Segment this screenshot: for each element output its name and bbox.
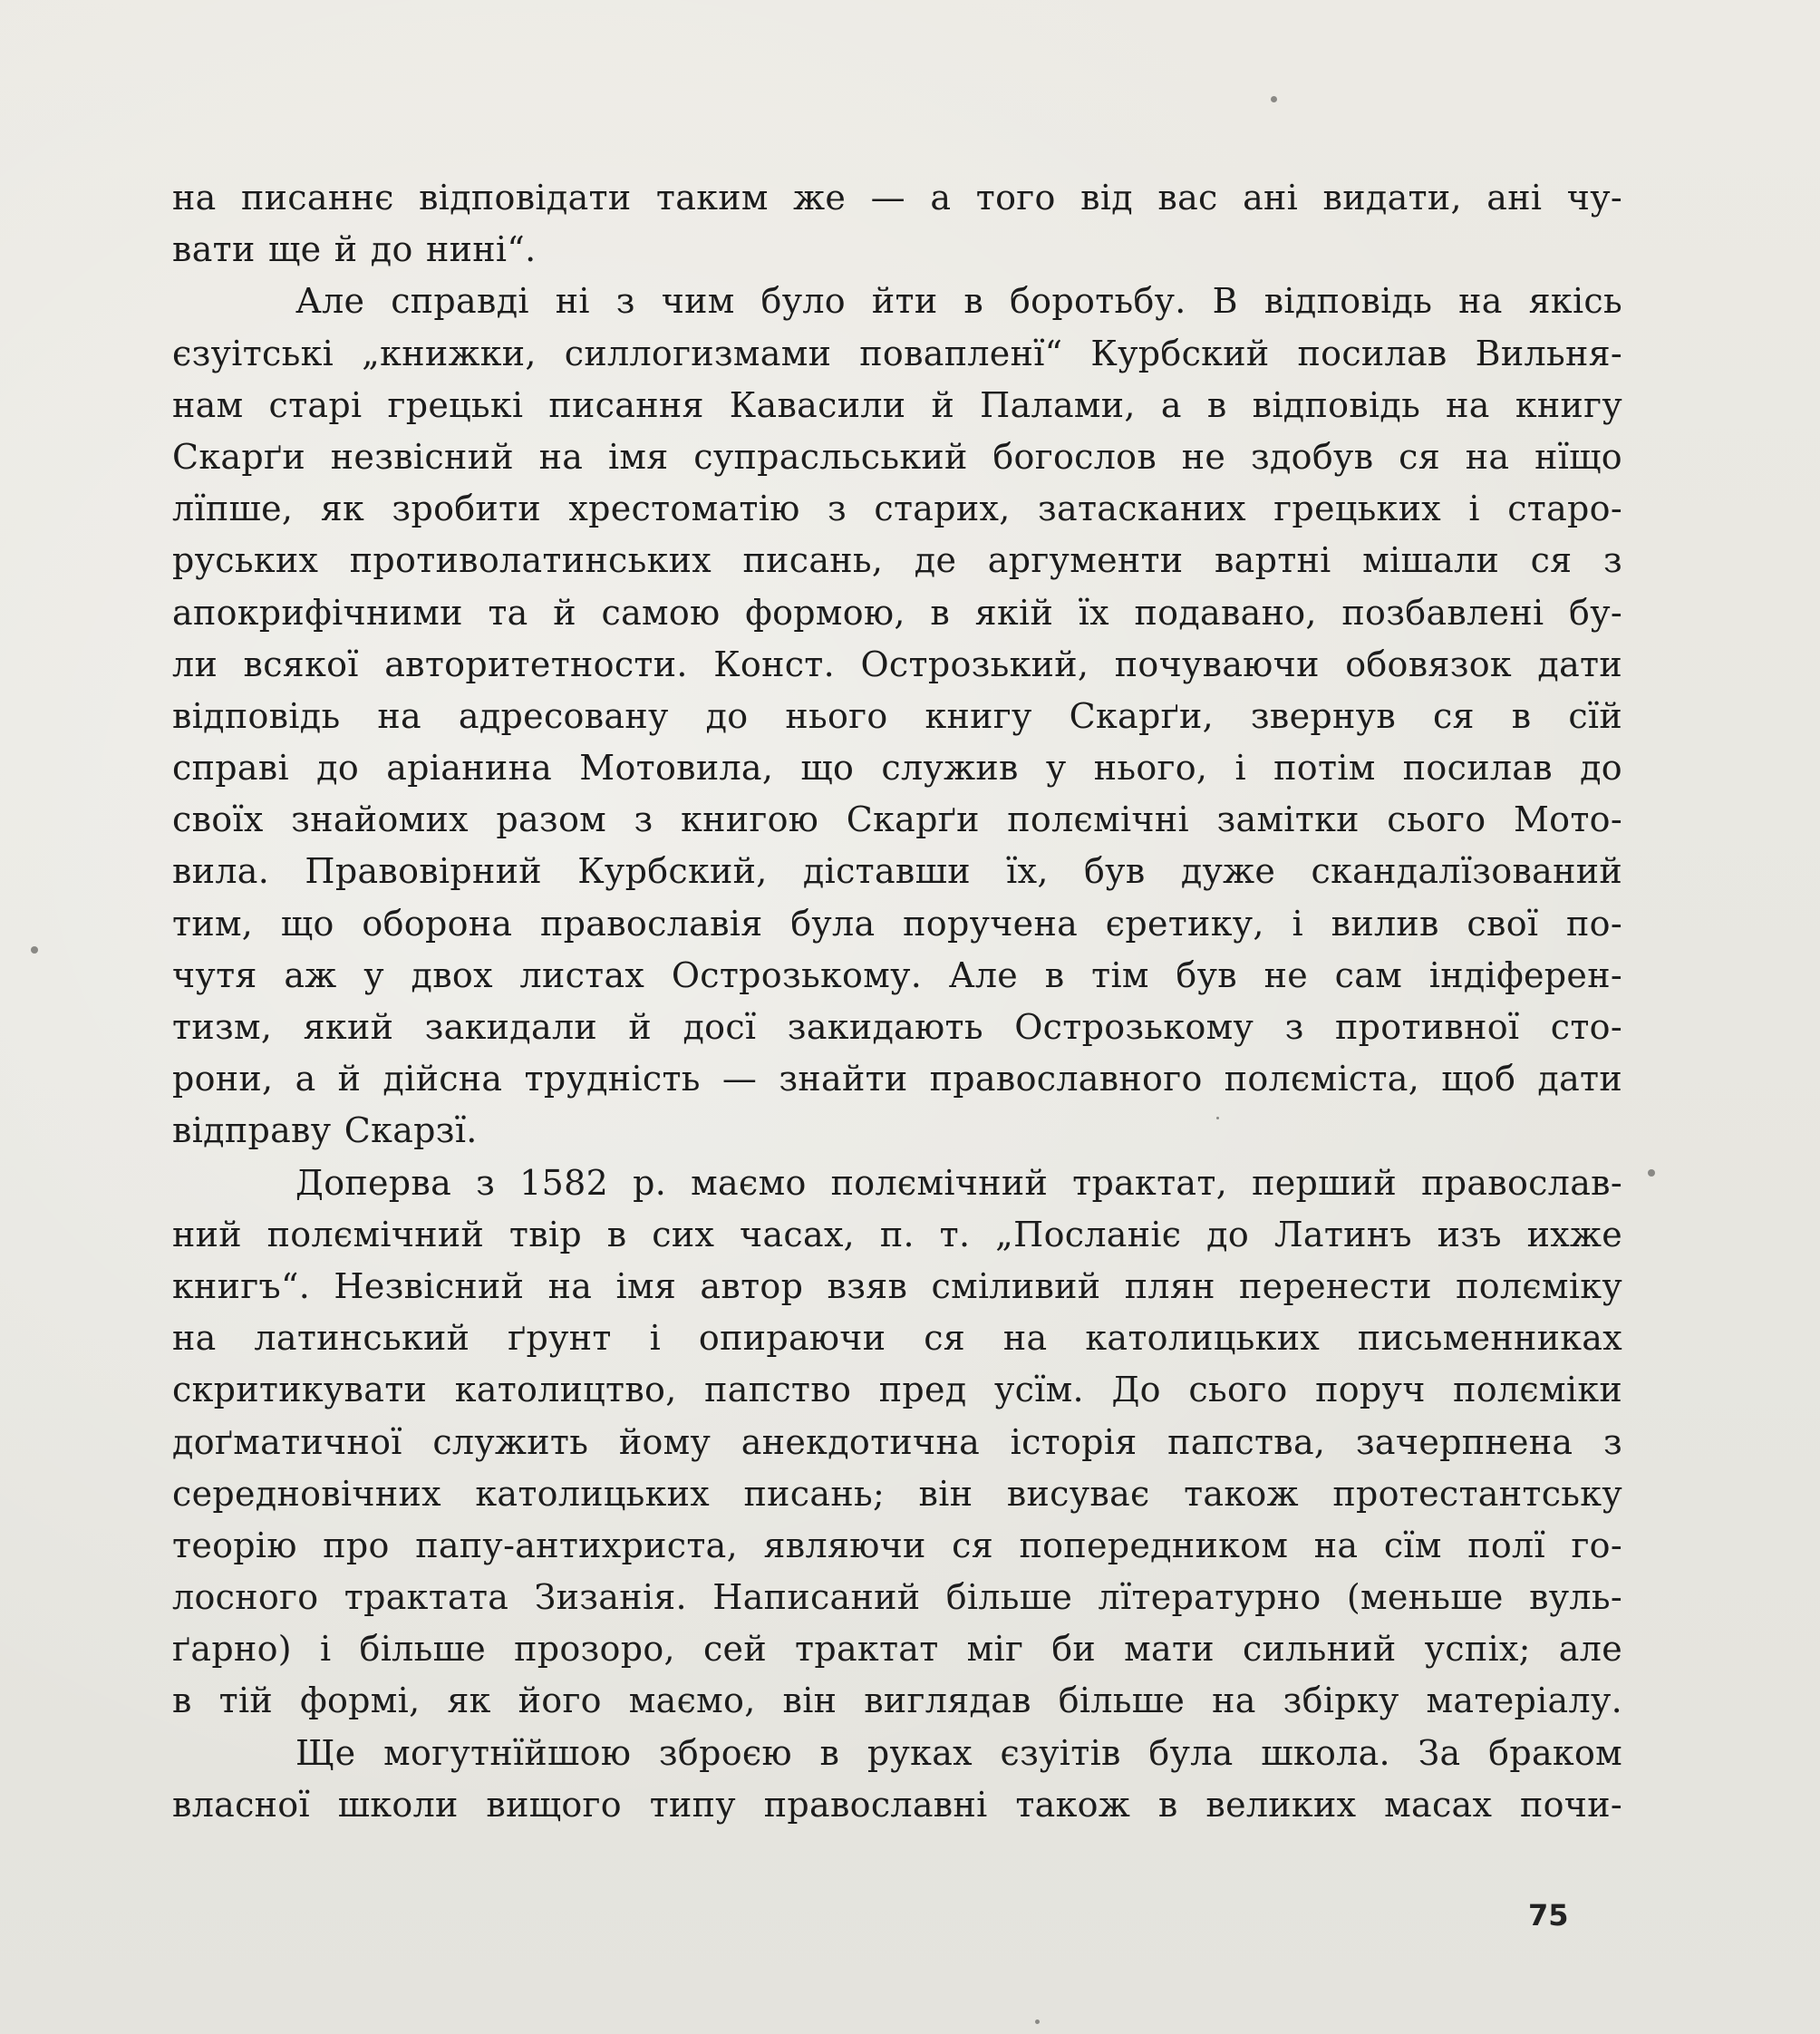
text-line: скритикувати католицтво, папство пред усїм. До сього поруч полєміки <box>172 1370 1622 1410</box>
text-line: власної школи вищого типу православні також в великих масах почи- <box>172 1784 1622 1825</box>
text-line: Доперва з 1582 р. маємо полємічний трактат, перший православ- <box>295 1162 1622 1203</box>
text-line: рони, а й дійсна трудність — знайти православного полєміста, щоб дати <box>172 1059 1622 1099</box>
text-line: тим, що оборона православія була поручена єретику, і вилив свої по- <box>172 903 1622 944</box>
text-line: єзуітські „книжки, силлогизмами повапленї“ Курбский посилав Вильня- <box>172 333 1622 373</box>
paper-speck <box>1271 96 1277 102</box>
text-line: книгъ“. Незвісний на імя автор взяв сміливий плян перенести полєміку <box>172 1265 1622 1306</box>
text-line: Ще могутнїйшою зброєю в руках єзуітів була школа. За браком <box>295 1732 1622 1773</box>
text-line: руських противолатинських писань, де аргументи вартні мішали ся з <box>172 540 1622 581</box>
text-line: доґматичної служить йому анекдотична історія папства, зачерпнена з <box>172 1421 1622 1462</box>
text-line: ли всякої авторитетности. Конст. Острозький, почуваючи обовязок дати <box>172 644 1622 684</box>
paper-speck <box>1648 1169 1655 1177</box>
text-line: лїпше, як зробити хрестоматію з старих, затасканих грецьких і старо- <box>172 489 1622 529</box>
text-line: відправу Скарзї. <box>172 1110 478 1151</box>
body-text <box>172 172 1622 1831</box>
paper-speck <box>1035 2019 1040 2024</box>
text-line: відповідь на адресовану до нього книгу Скарґи, звернув ся в сїй <box>172 695 1622 736</box>
page-number: 75 <box>1528 1898 1569 1932</box>
text-line: ґарно) і більше прозоро, сей трактат міг би мати сильний успіх; але <box>172 1629 1622 1670</box>
text-line: Але справді ні з чим було йти в боротьбу. В відповідь на якісь <box>295 281 1622 322</box>
text-line: середновічних католицьких писань; він висуває також протестантську <box>172 1473 1622 1514</box>
text-line: нам старі грецькі писання Кавасили й Палами, а в відповідь на книгу <box>172 384 1622 425</box>
text-line: вила. Правовірний Курбский, діставши їх, був дуже скандалїзований <box>172 851 1622 892</box>
text-line: вати ще й до нині“. <box>172 229 537 270</box>
text-line: апокрифічними та й самою формою, в якій їх подавано, позбавлені бу- <box>172 592 1622 633</box>
text-line: на латинський ґрунт і опираючи ся на католицьких письменниках <box>172 1318 1622 1359</box>
text-line: справі до аріанина Мотовила, що служив у нього, і потім посилав до <box>172 748 1622 789</box>
text-line: лосного трактата Зизанія. Написаний більше лїтературно (меньше вуль- <box>172 1577 1622 1618</box>
text-line: чутя аж у двох листах Острозькому. Але в тім був не сам індіферен- <box>172 954 1622 995</box>
text-line: ний полємічний твір в сих часах, п. т. „Посланіє до Латинъ изъ ихже <box>172 1214 1622 1254</box>
text-line: Скарґи незвісний на імя супрасльський богослов не здобув ся на нїщо <box>172 436 1622 477</box>
text-line: в тій формі, як його маємо, він виглядав більше на збірку матеріалу. <box>172 1680 1622 1721</box>
paper-speck <box>1216 1117 1219 1119</box>
text-line: на писаннє відповідати таким же — а того від вас ані видати, ані чу- <box>172 178 1622 218</box>
text-line: тизм, який закидали й досї закидають Острозькому з противної сто- <box>172 1007 1622 1047</box>
text-line: теорію про папу-антихриста, являючи ся попередником на сїм полї го- <box>172 1525 1622 1565</box>
text-line: своїх знайомих разом з книгою Скарґи полємічні замітки сього Мото- <box>172 799 1622 840</box>
paper-speck <box>31 946 38 954</box>
